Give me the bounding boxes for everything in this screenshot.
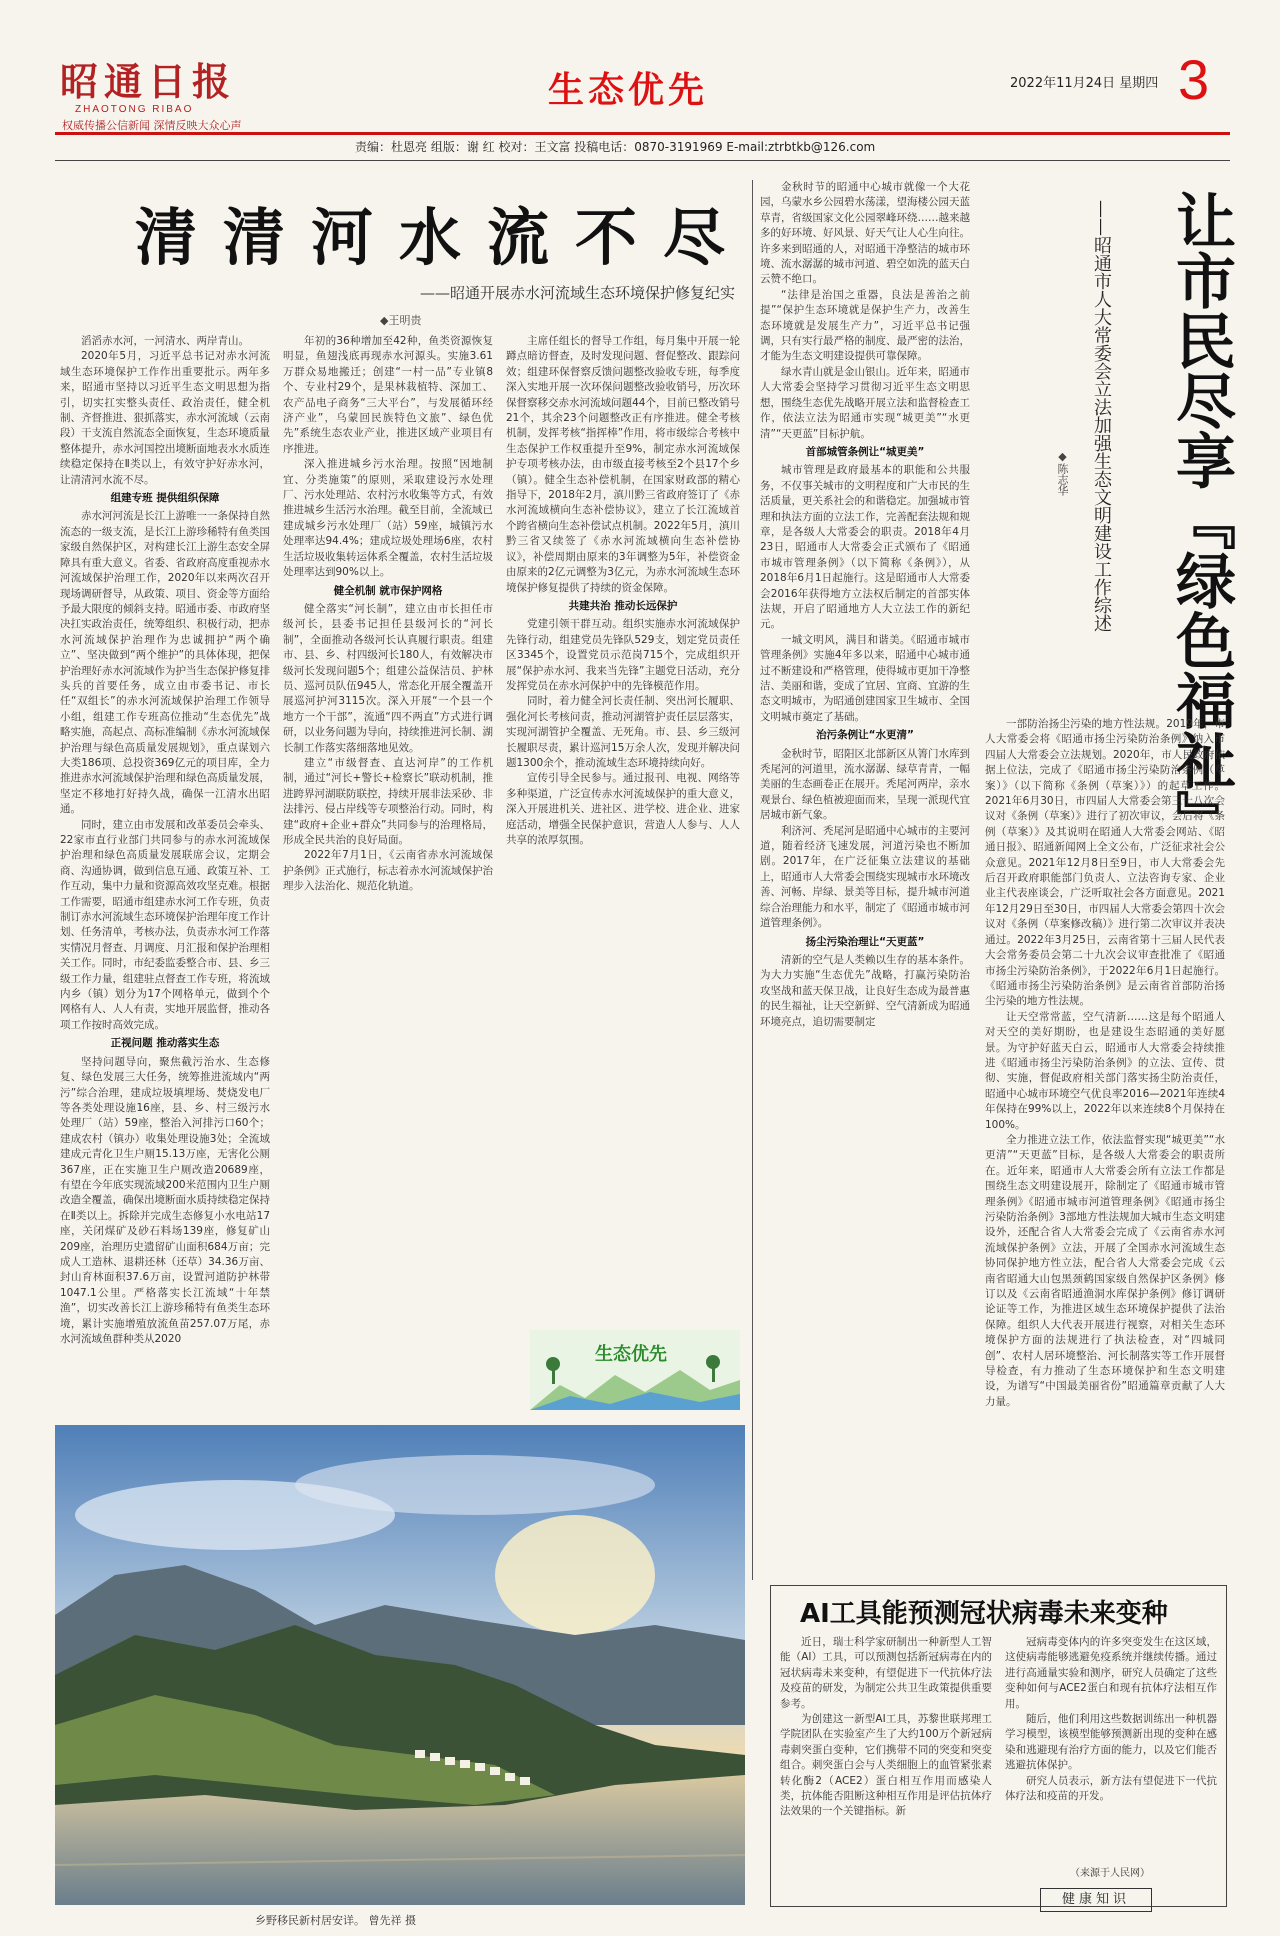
newspaper-logo: 昭通日报 <box>60 59 237 104</box>
ai-article-title: AI工具能预测冠状病毒未来变种 <box>800 1599 1168 1629</box>
river-valley-photo <box>55 1425 745 1905</box>
page-number: 3 <box>1178 48 1210 111</box>
lead-article-column-3 <box>506 334 740 1324</box>
article-paragraph: 利济河、秃尾河是昭通中心城市的主要河道，随着经济飞速发展，河道污染也不断加剧。2017年，在广泛征集立法建议的基础上，昭通市人大常委会围绕实现城市水环境改善、河畅、岸绿、景美等目标，提升城市河道综合治理能力和水平，制定了《昭通市城市河道管理条例》。 <box>760 824 970 930</box>
article-paragraph: 城市管理是政府最基本的职能和公共服务，不仅事关城市的文明程度和广大市民的生活质量，更关系社会的和谐稳定。加强城市管理和执法方面的立法工作，完善配套法规和规章，是各级人大常委会的职责。2018年4月23日，昭通市人大常委会正式颁布了《昭通市城市管理条例》（以下简称《条例》），从2018年6月1日起施行。这是昭通市人大常委会2016年获得地方立法权后制定的首部实体法规，开启了昭通地方人大立法工作的新纪元。 <box>760 464 970 631</box>
article-paragraph: 近日，瑞士科学家研制出一种新型人工智能（AI）工具，可以预测包括新冠病毒在内的冠状病毒未来变种，有望促进下一代抗体疗法及疫苗的研发，为制定公共卫生政策提供重要参考。 <box>780 1636 992 1710</box>
article-paragraph: 一城文明风，满目和谐美。《昭通市城市管理条例》实施4年多以来，昭通中心城市通过不断建设和严格管理，使得城市更加干净整洁、美丽和谐，变成了宜居、宜商、宜游的生态文明城市，为昭通创建国家卫生城市、全国文明城市奠定了基础。 <box>760 633 970 723</box>
article-paragraph: 坚持问题导向，聚焦截污治水、生态修复、绿色发展三大任务，统筹推进流域内“两污”综合治理，建成垃圾填埋场、焚烧发电厂等各类处理设施16座，县、乡、村三级污水处理厂（站）59座，整治入河排污口60个；建成农村（镇办）收集处理设施3处；全流域建成元青化卫生户厕15.13万座，无害化公厕367座，正在实施卫生户厕改造20689座，有望在今年底实现流域200米范围内卫生户厕改造全覆盖，确保出境断面水质持续稳定保持在Ⅱ类以上。拆除并完成生态修复小水电站17座，关闭煤矿及砂石料场139座，修复矿山209座，治理历史遗留矿山面积684万亩；完成人工造林、退耕还林（还草）34.36万亩、封山育林面积37.6万亩，设置河道防护林带1047.1公里。严格落实长江流域“十年禁渔”，切实改善长江上游珍稀特有鱼类生态环境，累计实施增殖放流鱼苗257.07万尾，赤水河流域鱼群种类从2020 <box>60 1055 270 1345</box>
article-paragraph: 研究人员表示，新方法有望促进下一代抗体疗法和疫苗的开发。 <box>1005 1774 1217 1803</box>
editor-credits: 责编：杜恩亮 组版：谢 红 校对：王文富 投稿电话：0870-3191969 E-mail:ztrbtkb@126.com <box>355 140 876 154</box>
article-paragraph: 绿水青山就是金山银山。近年来，昭通市人大常委会坚持学习贯彻习近平生态文明思想，围绕生态优先战略开展立法和监督检查工作，依法立法为昭通市实现“城更美”“水更清”“天更蓝”目标护航。 <box>760 365 970 440</box>
article-subheading: 正视问题 推动落实生态 <box>110 1037 220 1050</box>
article-subheading: 共建共治 推动长远保护 <box>568 599 678 612</box>
ai-article-source: （来源于人民网） <box>1070 1868 1150 1879</box>
health-knowledge-tag: 健康知识 <box>1040 1888 1152 1912</box>
article-paragraph: 同时，建立由市发展和改革委员会牵头、22家市直行业部门共同参与的赤水河流域保护治理和绿色高质量发展联席会议，定期会商、沟通协调，做到信息互通、政策互补、工作互动，集中力量和资源高效攻坚克难。根据工作需要，昭通市组建赤水河工作专班，负责制订赤水河流域生态环境保护治理年度工作计划、任务清单，考核办法，负责赤水河工作落实情况月督查、月调度、月汇报和保护治理相关工作。同时，市纪委监委整合市、县、乡三级工作力量，组建驻点督查工作专班，将流域内乡（镇）划分为17个网格单元，做到个个网格有人、人人有责，实地开展监督，推动各项工作按时高效完成。 <box>60 818 270 1031</box>
issue-date: 2022年11月24日 星期四 <box>1010 76 1159 91</box>
lead-article-subtitle: ——昭通开展赤水河流域生态环境保护修复纪实 <box>420 284 736 302</box>
article-paragraph: 金秋时节的昭通中心城市就像一个大花园，乌蒙水乡公园碧水荡漾，望海楼公园天蓝草青，省级国家文化公园翠峰环绕……越来越多的好环境、好风景、好天气让人心生向往。许多来到昭通的人，对昭通干净整洁的城市环境、流水潺潺的城市河道、碧空如洗的蓝天白云赞不绝口。 <box>760 181 970 286</box>
article-subheading: 健全机制 就市保护网格 <box>333 584 443 597</box>
lead-article-column-1 <box>60 334 270 1424</box>
article-paragraph: 党建引领干群互动。组织实施赤水河流域保护先锋行动，组建党员先锋队529支，划定党员责任区3345个，设置党员示范岗715个，完成组织开展“保护赤水河、我来当先锋”主题党日活动，充分发挥党员在赤水河保护中的先锋模范作用。 <box>506 618 740 692</box>
article-paragraph: 冠病毒变体内的许多突变发生在这区域，这使病毒能够逃避免疫系统并继续传播。通过进行高通量实验和测序，研究人员确定了这些变种如何与ACE2蛋白和现有抗体疗法相互作用。 <box>1005 1636 1217 1710</box>
article-paragraph: 2022年7月1日，《云南省赤水河流域保护条例》正式施行，标志着赤水河流域保护治理步入法治化、规范化轨道。 <box>283 849 493 893</box>
article-subheading: 治污条例让“水更清” <box>816 729 914 742</box>
article-paragraph: 清新的空气是人类赖以生存的基本条件。为大力实施“生态优先”战略，打赢污染防治攻坚战和蓝天保卫战，让良好生态成为最普惠的民生福祉，让天空新鲜、空气清新成为昭通环境亮点，追切需要制定 <box>760 953 970 1028</box>
article-paragraph: 宣传引导全民参与。通过报刊、电视、网络等多种渠道，广泛宣传赤水河流域保护的重大意义，深入开展进机关、进社区、进学校、进企业、进家庭活动，增强全民保护意识，营造人人参与、人人共享的浓厚氛围。 <box>506 772 740 846</box>
right-article-column-1 <box>760 180 970 1575</box>
masthead-rule <box>55 132 1230 135</box>
credits-rule <box>55 160 1230 161</box>
photo-caption: 乡野移民新村居安详。 曾先祥 摄 <box>255 1914 416 1927</box>
article-paragraph: 年初的36种增加至42种，鱼类资源恢复明显，鱼翅浅底再现赤水河源头。实施3.61万群众易地搬迁；创建“一村一品”专业镇8个、专业村29个，是果林栽植特、深加工、农产品电子商务“三大平台”，与发展循环经济产业”，乌蒙回民族特色文旅”、绿色优先”系统生态农业产业，推进区域产业项目有序推进。 <box>283 335 493 455</box>
article-paragraph: 滔滔赤水河，一河清水、两岸青山。 <box>81 335 249 347</box>
lead-article-byline: ◆王明贵 <box>380 314 422 327</box>
lead-article-title: 清清河水流不尽 <box>135 201 752 274</box>
article-subheading: 组建专班 提供组织保障 <box>110 492 220 505</box>
article-paragraph: 赤水河河流是长江上游唯一一条保持自然流态的一级支流，是长江上游珍稀特有鱼类国家级自然保护区，对构建长江上游生态安全屏障具有重大意义。省委、省政府高度重视赤水河流域保护治理工作，2020年以来两次召开现场调研督导，从政策、项目、资金等方面给予最大限度的倾斜支持。昭通市委、市政府坚决扛实政治责任，统筹组织、积极行动，把赤水河流域保护治理作为忠诚拥护“两个确立”、坚决做到“两个维护”的具体体现，把保护治理好赤水河流域作为护当生态保护修复排头兵的首要任务，成立由市委书记、市长任“双组长”的赤水河流域保护治理工作领导小组，组建工作专班高位推动“生态优先”战略实施，高起点、高标准编制《赤水河流域保护治理与绿色高质量发展规划》，重点谋划六大类186项、总投资369亿元的项目库，全力推进赤水河流域保护治理和绿色高质量发展，坚定不移地打好持久战，确保一江清水出昭通。 <box>60 510 270 816</box>
article-paragraph: 同时，着力健全河长责任制、突出河长履职、强化河长考核问责，推动河湖管护责任层层落实，实现河湖管护全覆盖、无死角。市、县、乡三级河长履职尽责，累计巡河15万余人次，发现并解决问题1300余个，推动流域生态环境持续向好。 <box>506 695 740 769</box>
ai-article-column-1 <box>780 1635 992 1900</box>
article-paragraph: 全力推进立法工作，依法监督实现“城更美”“水更清”“天更蓝”目标，是各级人大常委会的职责所在。近年来，昭通市人大常委会所有立法工作都是围绕生态文明建设展开，除制定了《昭通市城市管理条例》《昭通市城市河道管理条例》《昭通市扬尘污染防治条例》3部地方性法规加大城市生态文明建设外，还配合省人大常委会完成了《云南省赤水河流域保护条例》立法，开展了全国赤水河流域生态协同保护地方性立法，配合省人大常委会完成《云南省昭通大山包黑颈鹤国家级自然保护区条例》修订以及《云南省昭通渔洞水库保护条例》修订调研论证等工作，为推进区域生态环境保护提供了法治保障。组织人大代表开展进行视察，对相关生态环境保护方面的法规进行了执法检查，对“四城同创”、农村人居环境整治、河长制落实等工作开展督导检查，有力推动了生态环境保护和生态文明建设，为谱写“中国最美丽省份”昭通篇章贡献了人大力量。 <box>985 1133 1225 1408</box>
logo-pinyin: ZHAOTONG RIBAO <box>75 104 194 115</box>
right-article-title: 让市民尽享『绿色福祉』 <box>1166 190 1236 850</box>
lead-article-column-2 <box>283 334 493 1424</box>
article-paragraph: “法律是治国之重器，良法是善治之前提”“保护生态环境就是保护生产力，改善生态环境就是发展生产力”，习近平总书记强调，只有实行最严格的制度、最严密的法治，才能为生态文明建设提供可靠保障。 <box>760 288 970 363</box>
article-paragraph: 2020年5月，习近平总书记对赤水河流域生态环境保护工作作出重要批示。两年多来，昭通市坚持以习近平生态文明思想为指引，切实扛实整头责任、政治责任，健全机制、齐督推进、狠抓落实，赤水河流域（云南段）干支流自然流态全面恢复，生态环境质量整体提升，赤水河国控出境断面地表水水质连续稳定保持在Ⅱ类以上，有效守护好赤水河，让清清河水流不尽。 <box>60 350 270 486</box>
article-paragraph: 金秋时节，昭阳区北部新区从箐门水库到秃尾河的河道里，流水潺潺、绿草青青，一幅美丽的生态画卷正在展开。秃尾河两岸，亲水观景台、绿色植被迎面而来，呈现一派现代宜居城市新气象。 <box>760 747 970 822</box>
ai-article-column-2 <box>1005 1635 1217 1861</box>
section-name: 生态优先 <box>548 70 709 111</box>
article-paragraph: 主席任组长的督导工作组，每月集中开展一轮蹲点暗访督查，及时发现问题、督促整改、跟踪问效；组建环保督察反馈问题整改验收专班，每季度深入实地开展一次环保问题整改验收销号，历次环保督察移交赤水河流域问题44个，目前已整改销号21个，其余23个问题整改正有序推进。健全考核机制，发挥考核“指挥棒”作用，将市级综合考核中生态保护工作权重提升至9%，制定赤水河流域保护专项考核办法，由市级直接考核至2个县17个乡（镇）。健全生态补偿机制，在国家财政部的精心指导下，2018年2月，滇川黔三省政府签订了《赤水河流域横向生态补偿协议》，建立了长江流域首个跨省横向生态补偿试点机制。2022年5月，滇川黔三省又续签了《赤水河流域横向生态补偿协议》，补偿周期由原来的3年调整为5年，补偿资金由原来的2亿元调整为3亿元，为赤水河流域生态环境保护修复提供了持续的资金保障。 <box>506 335 740 594</box>
right-article-subtitle: ——昭通市人大常委会立法加强生态文明建设工作综述 <box>1091 200 1112 632</box>
right-article-byline: ◆陈志华 <box>1056 450 1069 496</box>
article-subheading: 首部城管条例让“城更美” <box>805 445 925 458</box>
article-paragraph: 建立“市级督查、直达河岸”的工作机制，通过“河长+警长+检察长”联动机制，推进跨界河湖联防联控，持续开展非法采砂、非法排污、侵占岸线等专项整治行动。同时，构建“政府+企业+群众”共同参与的治理格局，形成全民共治的良好局面。 <box>283 756 493 846</box>
article-paragraph: 健全落实“河长制”，建立由市长担任市级河长，县委书记担任县级河长的“河长制”，全面推动各级河长认真履行职责。组建市、县、乡、村四级河长180人，有效解决市级河长发现问题5个；组建公益保洁员、护林员、巡河员队伍945人，常态化开展全覆盖开展巡河护河3115次。深入开展“一个县一个地方一个干部”，流通“四不两直”方式进行调研，以业务问题为导向，持续推进河长制、湖长制工作落实落细落地见效。 <box>283 602 493 754</box>
column-divider <box>752 180 753 1580</box>
logo-slogan: 权威传播公信新闻 深情反映大众心声 <box>62 119 242 132</box>
article-paragraph: 深入推进城乡污水治理。按照“因地制宜、分类施策”的原则，采取建设污水处理厂、污水处理站、农村污水收集等方式，有效推进城乡生活污水治理。截至目前，全流域已建成城乡污水处理厂（站）59座，城镇污水处理率达94.4%；建成垃圾处理场6座，农村生活垃圾收集转运体系全覆盖，农村生活垃圾处理率达到90%以上。 <box>283 458 493 579</box>
right-article-column-2 <box>985 717 1225 1577</box>
article-paragraph: 一部防治扬尘污染的地方性法规。2019年，市人大常委会将《昭通市扬尘污染防治条例》纳入市四届人大常委会立法规划。2020年，市人民政府依据上位法，完成了《昭通市扬尘污染防治条例（草案）》（以下简称《条例（草案）》）的起草工作。2021年6月30日，市四届人大常委会第三十八次会议对《条例（草案）》进行了初次审议，会后将《条例（草案）》及其说明在昭通人大常委会网站、《昭通日报》、昭通新闻网上全文公布，广泛征求社会公众意见。2021年12月8日至9日，市人大常委会先后召开政府职能部门负责人、立法咨询专家、企业业主代表座谈会，广泛听取社会各方面意见。2021年12月29日至30日，市四届人大常委会第四十次会议对《条例（草案修改稿）》进行第二次审议并表决通过。2022年3月25日，云南省第十三届人民代表大会常务委员会第二十九次会议审查批准了《昭通市扬尘污染防治条例》，于2022年6月1日起施行。《昭通市扬尘污染防治条例》是云南省首部防治扬尘污染的地方性法规。 <box>985 718 1225 1008</box>
article-paragraph: 随后，他们利用这些数据训练出一种机器学习模型，该模型能够预测新出现的变种在感染和逃避现有治疗方面的能力，以及它们能否逃避抗体保护。 <box>1005 1713 1217 1772</box>
eco-badge-label: 生态优先 <box>595 1344 667 1365</box>
article-subheading: 扬尘污染治理让“天更蓝” <box>805 935 925 948</box>
article-paragraph: 为创建这一新型AI工具，苏黎世联邦理工学院团队在实验室产生了大约100万个新冠病毒刺突蛋白变种，它们携带不同的突变和突变组合。刺突蛋白会与人类细胞上的血管紧张素转化酶2（ACE2）蛋白相互作用而感染人类，抗体能否阻断这种相互作用是评估抗体疗法效果的一个关键指标。新 <box>780 1713 992 1818</box>
article-paragraph: 让天空常常蓝，空气清新……这是每个昭通人对天空的美好期盼，也是建设生态昭通的美好愿景。为守护好蓝天白云，昭通市人大常委会持续推进《昭通市扬尘污染防治条例》的立法、宣传、贯彻、实施，督促政府相关部门落实扬尘防治责任，昭通中心城市环境空气优良率2016—2021年连续4年保持在99%以上，2022年以来连续8个月保持在100%。 <box>985 1010 1225 1131</box>
